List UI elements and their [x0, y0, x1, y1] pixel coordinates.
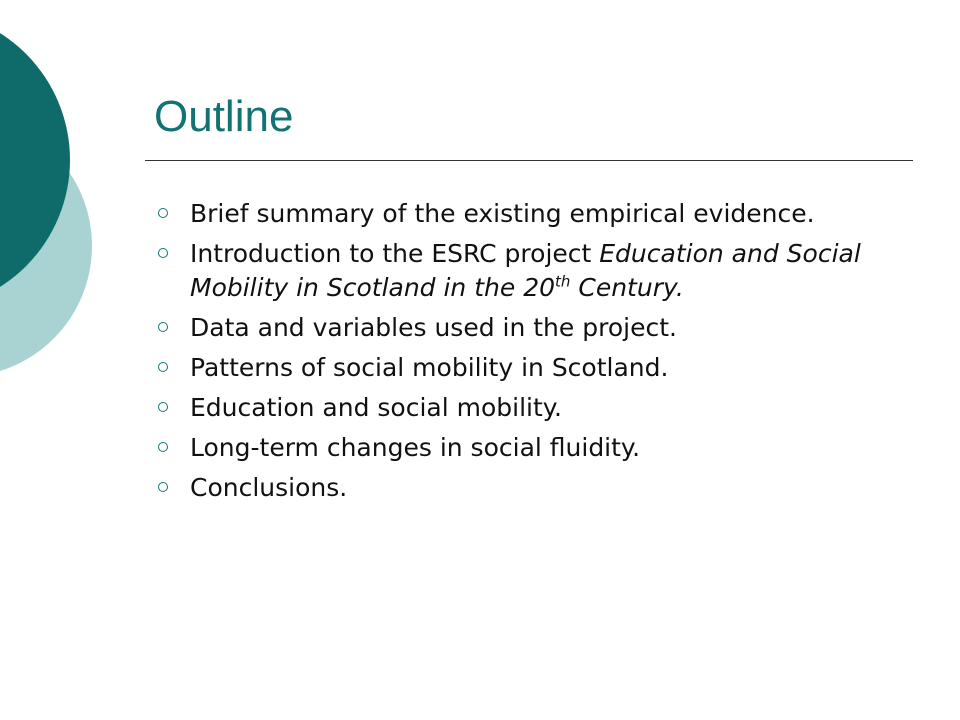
- bullet-item: [158, 237, 898, 305]
- bullet-text: Education and social mobility.: [190, 393, 562, 422]
- hollow-circle-icon: [158, 442, 168, 452]
- hollow-circle-icon: [158, 208, 168, 218]
- bullet-item: [158, 391, 898, 425]
- hollow-circle-icon: [158, 322, 168, 332]
- bullet-text: Conclusions.: [190, 473, 348, 502]
- bullet-item: [158, 431, 898, 465]
- project-title-tail: Century.: [578, 273, 684, 302]
- bullet-text-plain: Introduction to the ESRC project: [190, 239, 600, 268]
- project-title-text: Education and Social Mobility in Scotland in the 20: [190, 239, 861, 302]
- bullet-text: Long-term changes in social fluidity.: [190, 433, 641, 462]
- slide-title: Outline: [154, 92, 294, 141]
- hollow-circle-icon: [158, 482, 168, 492]
- hollow-circle-icon: [158, 362, 168, 372]
- bullet-text: Patterns of social mobility in Scotland.: [190, 353, 669, 382]
- superscript-th: th: [555, 272, 571, 291]
- bullet-text: [190, 239, 861, 302]
- hollow-circle-icon: [158, 402, 168, 412]
- bullet-item: [158, 311, 898, 345]
- bullet-item: [158, 197, 898, 231]
- title-divider: [145, 160, 913, 161]
- bullet-item: [158, 351, 898, 385]
- bullet-list: [158, 197, 898, 511]
- bullet-item: [158, 471, 898, 505]
- bullet-text: Brief summary of the existing empirical evidence.: [190, 199, 815, 228]
- bullet-text: Data and variables used in the project.: [190, 313, 677, 342]
- hollow-circle-icon: [158, 248, 168, 258]
